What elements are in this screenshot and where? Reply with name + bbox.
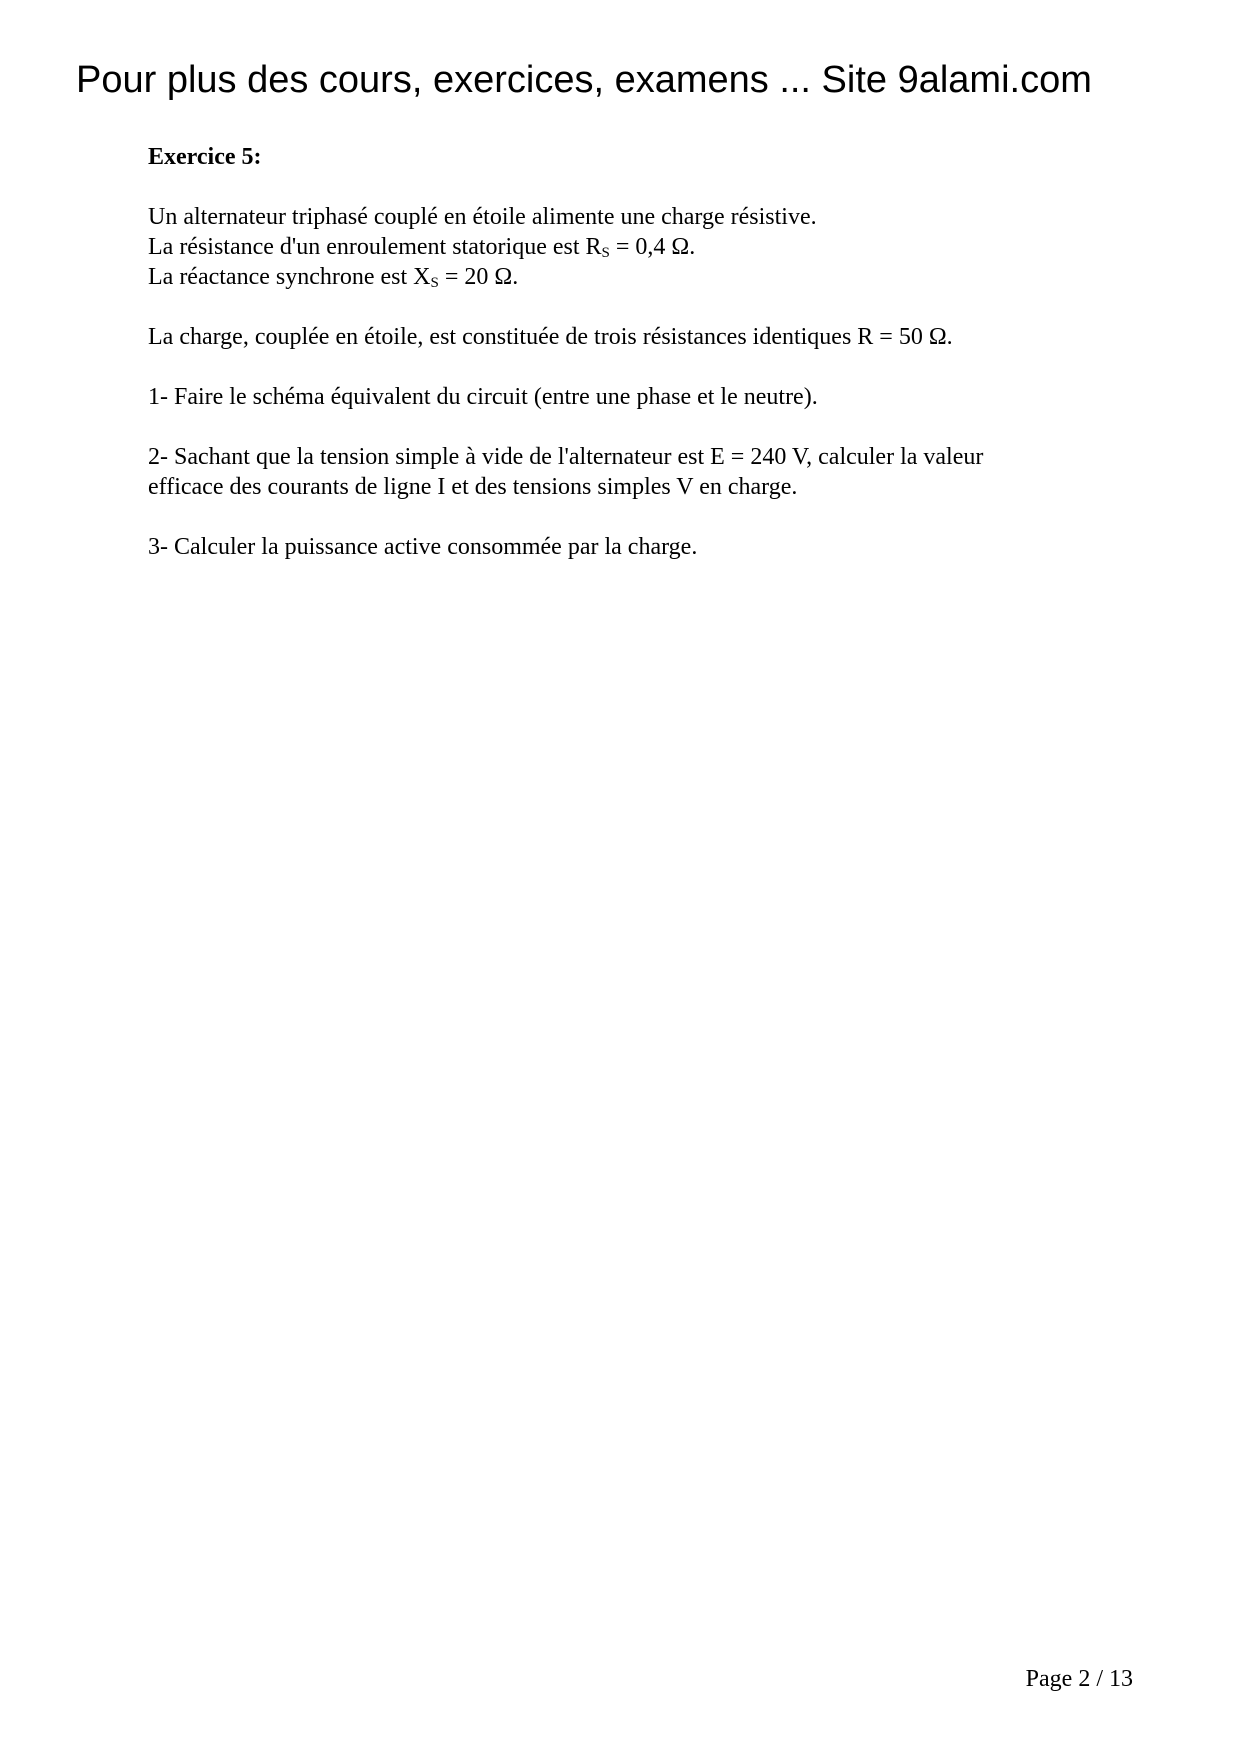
- stator-resistance-value: = 0,4 Ω.: [609, 234, 696, 260]
- question-2: [148, 442, 1108, 502]
- question-1-text: 1- Faire le schéma équivalent du circuit (entre une phase et le neutre).: [148, 384, 818, 410]
- intro-line-1: Un alternateur triphasé couplé en étoile alimente une charge résistive.: [148, 204, 817, 230]
- question-2-line-1: 2- Sachant que la tension simple à vide de l'alternateur est E = 240 V, calculer la valeur: [148, 444, 984, 470]
- question-2-line-2: efficace des courants de ligne I et des tensions simples V en charge.: [148, 474, 798, 500]
- question-3-text: 3- Calculer la puissance active consommée par la charge.: [148, 534, 698, 560]
- question-1: [148, 382, 1108, 412]
- synchronous-reactance-subscript: S: [430, 275, 439, 291]
- exercise-title: Exercice 5:: [148, 144, 262, 170]
- load-paragraph: [148, 322, 1108, 352]
- stator-resistance-text: La résistance d'un enroulement statorique est R: [148, 234, 602, 260]
- synchronous-reactance-text: La réactance synchrone est X: [148, 264, 431, 290]
- load-line: La charge, couplée en étoile, est constituée de trois résistances identiques R = 50 Ω.: [148, 324, 953, 350]
- page-number: Page 2 / 13: [1025, 1666, 1133, 1692]
- question-3: [148, 532, 1108, 562]
- exercise-content: [148, 142, 1108, 592]
- synchronous-reactance-value: = 20 Ω.: [438, 264, 519, 290]
- intro-paragraph: [148, 202, 1108, 292]
- site-banner: Pour plus des cours, exercices, examens ... Site 9alami.com: [76, 59, 1092, 101]
- intro-line-3: [148, 262, 1108, 292]
- stator-resistance-subscript: S: [601, 245, 610, 261]
- intro-line-2: [148, 232, 1108, 262]
